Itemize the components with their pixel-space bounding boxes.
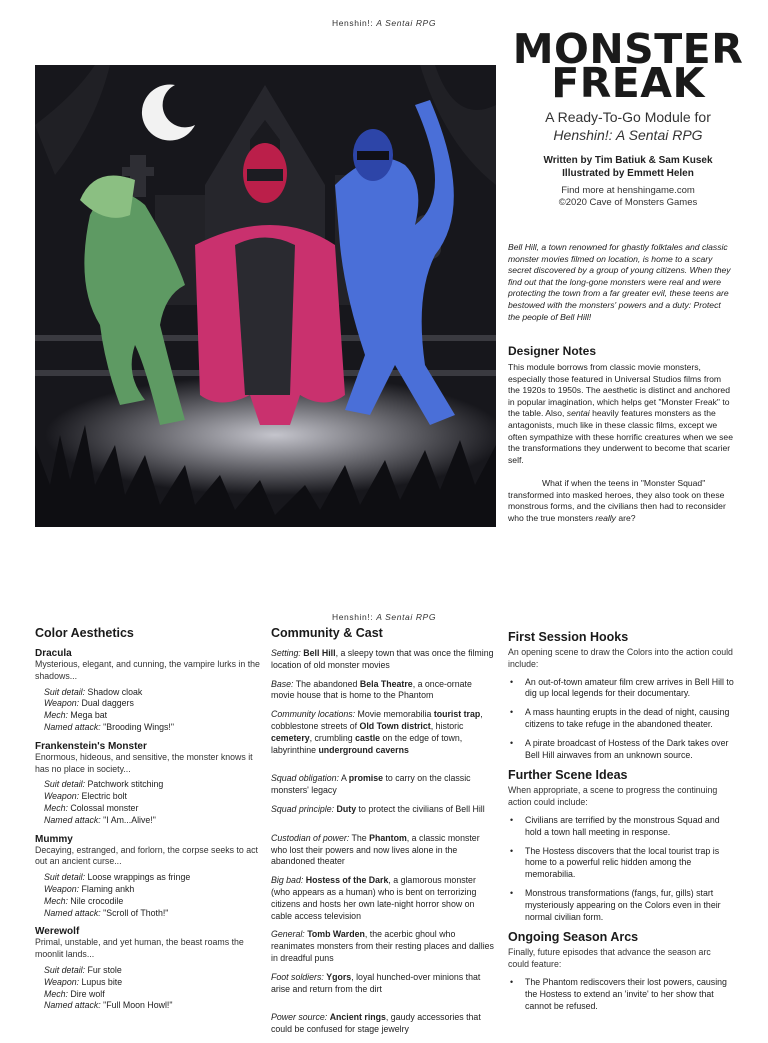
custodian-text-a: The xyxy=(349,832,370,843)
designer-notes-p1-em: sentai xyxy=(566,408,590,419)
loc-text-c: , cobblestone streets of xyxy=(271,709,483,731)
base-text: , a once-ornate movie house that is home to the Phantom xyxy=(271,678,472,701)
monster-name: Werewolf xyxy=(35,926,80,938)
monster-description: Mysterious, elegant, and cunning, the vampire lurks in the shadows... xyxy=(35,659,260,681)
detail-label: Named attack: xyxy=(44,814,101,825)
running-head-title: A Sentai RPG xyxy=(376,18,437,28)
monster-detail xyxy=(35,722,260,734)
designer-notes-p2 xyxy=(508,478,734,524)
base-name: Bela Theatre xyxy=(359,678,413,689)
detail-label: Named attack: xyxy=(44,721,101,732)
community-cast-heading: Community & Cast xyxy=(271,626,383,640)
setting-text: , a sleepy town that was once the filming location of old monster movies xyxy=(271,648,494,670)
loc-text-d: , historic xyxy=(430,720,464,731)
monster-entry xyxy=(35,834,260,920)
general-entry xyxy=(271,929,497,964)
power-label: Power source: xyxy=(271,1012,328,1023)
designer-notes-heading: Designer Notes xyxy=(508,344,597,358)
monster-detail xyxy=(35,977,260,989)
detail-label: Weapon: xyxy=(44,883,80,894)
subtitle-line-2: Henshin!: A Sentai RPG xyxy=(553,127,703,143)
detail-label: Suit detail: xyxy=(44,779,86,790)
general-label: General: xyxy=(271,929,305,940)
monster-detail xyxy=(35,872,260,884)
hooks-intro: An opening scene to draw the Colors into the action could include: xyxy=(508,647,733,669)
power-name: Ancient rings xyxy=(329,1012,386,1023)
list-item: • A pirate broadcast of Hostess of the Dark takes over Bell Hill airwaves from an unknown source. xyxy=(508,738,734,762)
obligation-entry xyxy=(271,773,497,797)
running-head-title-2: A Sentai RPG xyxy=(376,612,437,622)
base-text-a: The abandoned xyxy=(293,678,360,689)
obligation-name: promise xyxy=(348,773,384,784)
list-item: • An out-of-town amateur film crew arrives in Bell Hill to dig up local legends for their documentary. xyxy=(508,677,734,701)
list-item: • The Phantom rediscovers their lost powers, causing the Hostess to extend an 'invite' to her show that cannot be refused. xyxy=(508,977,734,1012)
module-title xyxy=(508,25,748,107)
detail-label: Mech: xyxy=(44,710,68,721)
monster-detail xyxy=(35,989,260,1001)
detail-label: Mech: xyxy=(44,988,68,999)
illustrated-by: Illustrated by Emmett Helen xyxy=(562,168,694,179)
bigbad-text: , a glamorous monster (who appears as a human) who is bent on terrorizing citizens and hosts her own late-night horror show on cable access television xyxy=(271,875,477,921)
written-by: Written by Tim Batiuk & Sam Kusek xyxy=(543,155,713,166)
monster-detail xyxy=(35,965,260,977)
locations-label: Community locations: xyxy=(271,709,356,720)
detail-value: Fur stole xyxy=(87,964,122,975)
loc-castle: castle xyxy=(355,732,381,743)
monster-detail xyxy=(35,687,260,699)
setting-entry xyxy=(271,648,497,672)
hooks-list xyxy=(508,677,734,762)
monster-detail xyxy=(35,1000,260,1012)
detail-value: Lupus bite xyxy=(81,976,123,987)
community-cast-column xyxy=(271,626,497,1043)
designer-notes-p2-text: What if when the teens in "Monster Squad" transformed into masked heroes, they also took on these monstrous forms, and the civilians then had to reconsider who the true monsters xyxy=(508,478,726,523)
list-item: • The Hostess discovers that the local tourist trap is home to a powerful relic hidden among the memorabilia. xyxy=(508,846,734,881)
detail-label: Mech: xyxy=(44,802,68,813)
running-head-second xyxy=(0,612,768,622)
further-intro: When appropriate, a scene to progress the continuing action could include: xyxy=(508,785,718,808)
obligation-text: to carry on the classic monsters' legacy xyxy=(271,773,471,796)
monster-description: Decaying, estranged, and forlorn, the corpse seeks to act out an ancient curse... xyxy=(35,844,258,867)
detail-value: Colossal monster xyxy=(70,802,139,813)
ongoing-intro: Finally, future episodes that advance the season arc could feature: xyxy=(508,947,711,970)
monster-entry xyxy=(35,648,260,734)
detail-label: Weapon: xyxy=(44,976,80,987)
credits xyxy=(508,154,748,180)
color-aesthetics-heading: Color Aesthetics xyxy=(35,626,134,640)
hooks-column xyxy=(508,630,734,1019)
detail-label: Named attack: xyxy=(44,907,101,918)
monster-detail xyxy=(35,791,260,803)
loc-old-town: Old Town district xyxy=(359,720,431,731)
monster-entry xyxy=(35,926,260,1012)
monster-entry xyxy=(35,741,260,827)
base-label: Base: xyxy=(271,678,294,689)
running-head-prefix-2: Henshin!: xyxy=(331,612,377,622)
soldiers-name: Ygors xyxy=(326,971,352,982)
general-name: Tomb Warden xyxy=(307,929,365,940)
detail-value: Electric bolt xyxy=(81,791,127,802)
obligation-label: Squad obligation: xyxy=(271,773,339,784)
first-session-hooks-heading: First Session Hooks xyxy=(508,630,629,644)
detail-label: Weapon: xyxy=(44,698,80,709)
monster-name: Dracula xyxy=(35,648,72,659)
further-list xyxy=(508,815,734,923)
detail-label: Suit detail: xyxy=(44,872,86,883)
bigbad-entry xyxy=(271,875,497,922)
principle-name: Duty xyxy=(336,803,357,814)
color-aesthetics-column xyxy=(35,626,260,1019)
monster-detail xyxy=(35,896,260,908)
soldiers-entry xyxy=(271,972,497,996)
loc-text-f: on the edge of town, labyrinthine xyxy=(271,732,463,755)
principle-entry xyxy=(271,804,497,816)
intro-paragraph: Bell Hill, a town renowned for ghastly folktales and classic monster movies filmed on location, is home to a scary secret discovered by a group of young citizens. When they find out that the long-gone monsters were real and were protecting the town from a far greater evil, these teens are bestowed with the monsters' powers and a duty: Protect the people of Bell Hill! xyxy=(508,242,731,322)
detail-value: "Full Moon Howl!" xyxy=(103,1000,173,1011)
detail-value: "Scroll of Thoth!" xyxy=(103,907,169,918)
designer-notes-p1-text-b: heavily features monsters as the antagonists, much like in these classic films, except we often sympathize with these horrific creatures when we see the transformations they underwent to become that scarier self. xyxy=(508,408,733,465)
monster-detail xyxy=(35,908,260,920)
monster-name: Mummy xyxy=(35,833,73,845)
soldiers-text: , loyal hunched-over minions that arise and return from the dirt xyxy=(271,971,481,994)
list-item: • Monstrous transformations (fangs, fur, gills) start mysteriously appearing on the Colors even in their normal civilian form. xyxy=(508,888,734,923)
list-item: • A mass haunting erupts in the dead of night, causing citizens to take refuge in the abandoned theater. xyxy=(508,707,734,731)
detail-value: "I Am...Alive!" xyxy=(103,814,156,825)
custodian-entry xyxy=(271,833,497,868)
monster-detail xyxy=(35,698,260,710)
detail-value: Patchwork stitching xyxy=(87,779,164,790)
detail-value: Nile crocodile xyxy=(70,895,124,906)
designer-notes-p2-text-b: are? xyxy=(615,512,636,523)
module-subtitle xyxy=(508,108,748,144)
ongoing-season-arcs-heading: Ongoing Season Arcs xyxy=(508,930,639,945)
loc-text-a: Movie memorabilia xyxy=(355,709,434,720)
ongoing-list xyxy=(508,977,734,1012)
running-head-prefix: Henshin!: xyxy=(331,18,377,28)
loc-caverns: underground caverns xyxy=(318,744,409,755)
subtitle-line-1: A Ready-To-Go Module for xyxy=(545,109,711,125)
monster-detail xyxy=(35,884,260,896)
loc-cemetery: cemetery xyxy=(271,732,310,743)
detail-label: Named attack: xyxy=(44,1000,101,1011)
obligation-text-a: A xyxy=(339,773,349,784)
custodian-text: , a classic monster who lost their powers and now lives alone in the abandoned theater xyxy=(271,832,480,867)
power-entry xyxy=(271,1012,497,1036)
designer-notes-p1-text: This module borrows from classic movie monsters, especially those featured in Universal Studios films from the 1920s to 1950s. The aesthetic is distinct and anchored in popular imagination, which helps get "Monster Freak" to the table. Also, xyxy=(508,362,730,419)
monster-detail xyxy=(35,803,260,815)
detail-label: Suit detail: xyxy=(44,964,86,975)
title-line-2: FREAK xyxy=(551,59,705,107)
loc-text-e: , crumbling xyxy=(309,732,356,743)
designer-notes-p1 xyxy=(508,362,734,466)
detail-value: Loose wrappings as fringe xyxy=(87,872,191,883)
detail-value: Dire wolf xyxy=(70,988,105,999)
detail-label: Mech: xyxy=(44,895,68,906)
detail-value: Flaming ankh xyxy=(81,883,135,894)
power-text: , gaudy accessories that could be confused for stage jewelry xyxy=(271,1012,481,1035)
monster-description: Enormous, hideous, and sensitive, the monster knows it has no place in society... xyxy=(35,751,253,774)
monster-detail xyxy=(35,779,260,791)
general-text: , the acerbic ghoul who reanimates monsters from their resting places and dallies in dreadful puns xyxy=(271,929,494,963)
monster-list xyxy=(35,648,260,1012)
bigbad-label: Big bad: xyxy=(271,875,304,886)
principle-label: Squad principle: xyxy=(271,803,335,814)
monster-description: Primal, unstable, and yet human, the beast roams the moonlit lands... xyxy=(35,937,244,960)
monster-name: Frankenstein's Monster xyxy=(35,740,147,752)
setting-name: Bell Hill xyxy=(303,648,336,658)
copyright: ©2020 Cave of Monsters Games xyxy=(558,197,698,208)
detail-label: Suit detail: xyxy=(44,686,86,697)
bigbad-name: Hostess of the Dark xyxy=(305,875,389,886)
custodian-label: Custodian of power: xyxy=(271,832,350,843)
soldiers-label: Foot soldiers: xyxy=(271,971,324,982)
further-scene-ideas-heading: Further Scene Ideas xyxy=(508,768,628,783)
designer-notes-p2-em: really xyxy=(595,512,616,523)
publisher-info xyxy=(508,185,748,209)
detail-value: Mega bat xyxy=(70,710,108,721)
base-entry xyxy=(271,679,497,703)
detail-value: Dual daggers xyxy=(81,698,134,709)
loc-tourist-trap: tourist trap xyxy=(433,709,481,720)
setting-label: Setting: xyxy=(271,648,301,658)
monster-detail xyxy=(35,815,260,827)
locations-entry xyxy=(271,709,497,756)
list-item: • Civilians are terrified by the monstrous Squad and hold a town hall meeting in response. xyxy=(508,815,734,839)
detail-label: Weapon: xyxy=(44,791,80,802)
title-line-1: MONSTER xyxy=(512,25,744,73)
website: Find more at henshingame.com xyxy=(561,185,695,196)
principle-text: to protect the civilians of Bell Hill xyxy=(356,803,485,814)
custodian-name: Phantom xyxy=(369,832,407,843)
monster-detail xyxy=(35,710,260,722)
cover-illustration xyxy=(35,65,496,527)
detail-value: Shadow cloak xyxy=(87,686,143,697)
detail-value: "Brooding Wings!" xyxy=(103,721,174,732)
